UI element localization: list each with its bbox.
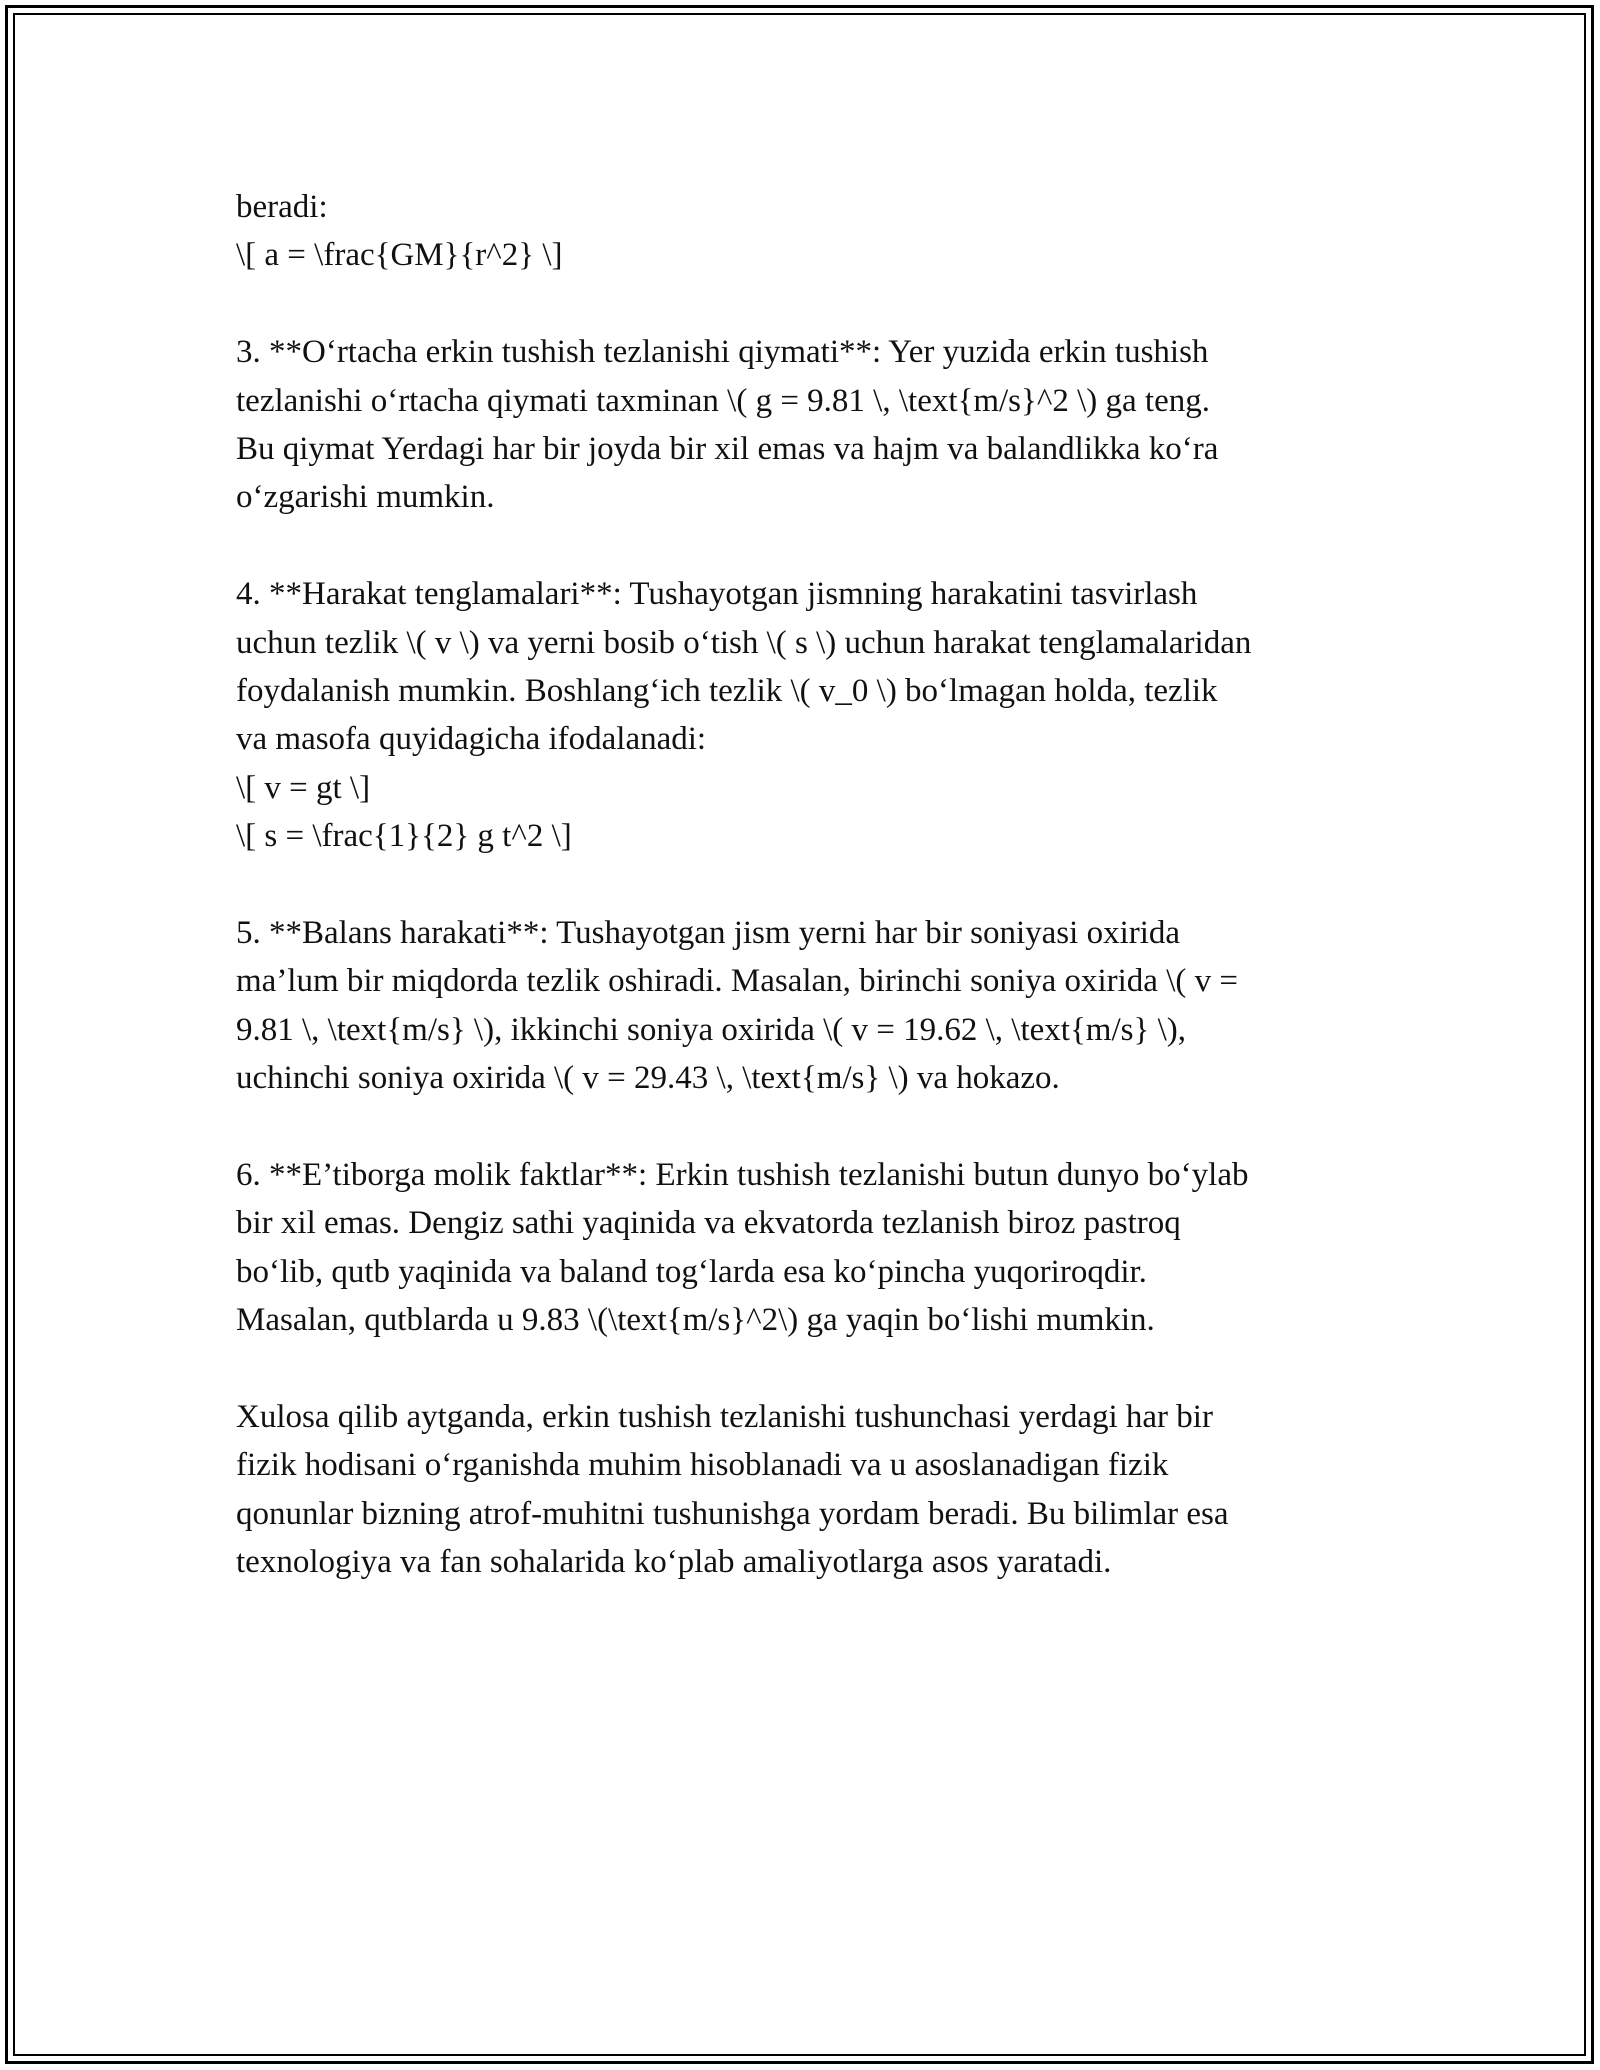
text-line: o‘zgarishi mumkin. [236, 479, 495, 516]
paragraph-gap [236, 861, 1386, 909]
text-line: beradi: [236, 189, 328, 225]
text-line: bir xil emas. Dengiz sathi yaqinida va ekvatorda tezlanish biroz pastroq [236, 1205, 1181, 1242]
text-line: 9.81 \, \text{m/s} \), ikkinchi soniya oxirida \( v = 19.62 \, \text{m/s} \), [236, 1011, 1186, 1048]
text-line: 5. **Balans harakati**: Tushayotgan jism yerni har bir soniyasi oxirida [236, 915, 1181, 952]
formula-line: \[ a = \frac{GM}{r^2} \] [236, 237, 563, 274]
text-line: uchinchi soniya oxirida \( v = 29.43 \, \text{m/s} \) va hokazo. [236, 1060, 1060, 1097]
paragraph-gap [236, 1345, 1386, 1393]
text-line: Xulosa qilib aytganda, erkin tushish tezlanishi tushunchasi yerdagi har bir [236, 1399, 1213, 1436]
formula-line: \[ s = \frac{1}{2} g t^2 \] [236, 818, 572, 855]
text-line: va masofa quyidagicha ifodalanadi: [236, 721, 707, 758]
document-body [236, 183, 1386, 1587]
paragraph-gap [236, 1103, 1386, 1151]
text-line: Masalan, qutblarda u 9.83 \(\text{m/s}^2\) ga yaqin bo‘lishi mumkin. [236, 1302, 1155, 1339]
paragraph-gap [236, 280, 1386, 328]
text-line: fizik hodisani o‘rganishda muhim hisoblanadi va u asoslanadigan fizik [236, 1447, 1169, 1484]
text-line: tezlanishi o‘rtacha qiymati taxminan \( g = 9.81 \, \text{m/s}^2 \) ga teng. [236, 382, 1210, 419]
paragraph-gap [236, 522, 1386, 570]
text-line: qonunlar bizning atrof-muhitni tushunishga yordam beradi. Bu bilimlar esa [236, 1495, 1229, 1532]
text-line: texnologiya va fan sohalarida ko‘plab amaliyotlarga asos yaratadi. [236, 1544, 1112, 1581]
text-line: Bu qiymat Yerdagi har bir joyda bir xil emas va hajm va balandlikka ko‘ra [236, 431, 1219, 468]
formula-line: \[ v = gt \] [236, 769, 371, 806]
text-line: 3. **O‘rtacha erkin tushish tezlanishi qiymati**: Yer yuzida erkin tushish [236, 334, 1209, 371]
text-line: uchun tezlik \( v \) va yerni bosib o‘tish \( s \) uchun harakat tenglamalaridan [236, 624, 1252, 661]
text-line: ma’lum bir miqdorda tezlik oshiradi. Masalan, birinchi soniya oxirida \( v = [236, 963, 1238, 1000]
text-line: foydalanish mumkin. Boshlang‘ich tezlik \( v_0 \) bo‘lmagan holda, tezlik [236, 673, 1218, 710]
text-line: 4. **Harakat tenglamalari**: Tushayotgan jismning harakatini tasvirlash [236, 576, 1198, 613]
text-line: 6. **E’tiborga molik faktlar**: Erkin tushish tezlanishi butun dunyo bo‘ylab [236, 1157, 1249, 1194]
text-line: bo‘lib, qutb yaqinida va baland tog‘larda esa ko‘pincha yuqoriroqdir. [236, 1253, 1147, 1290]
